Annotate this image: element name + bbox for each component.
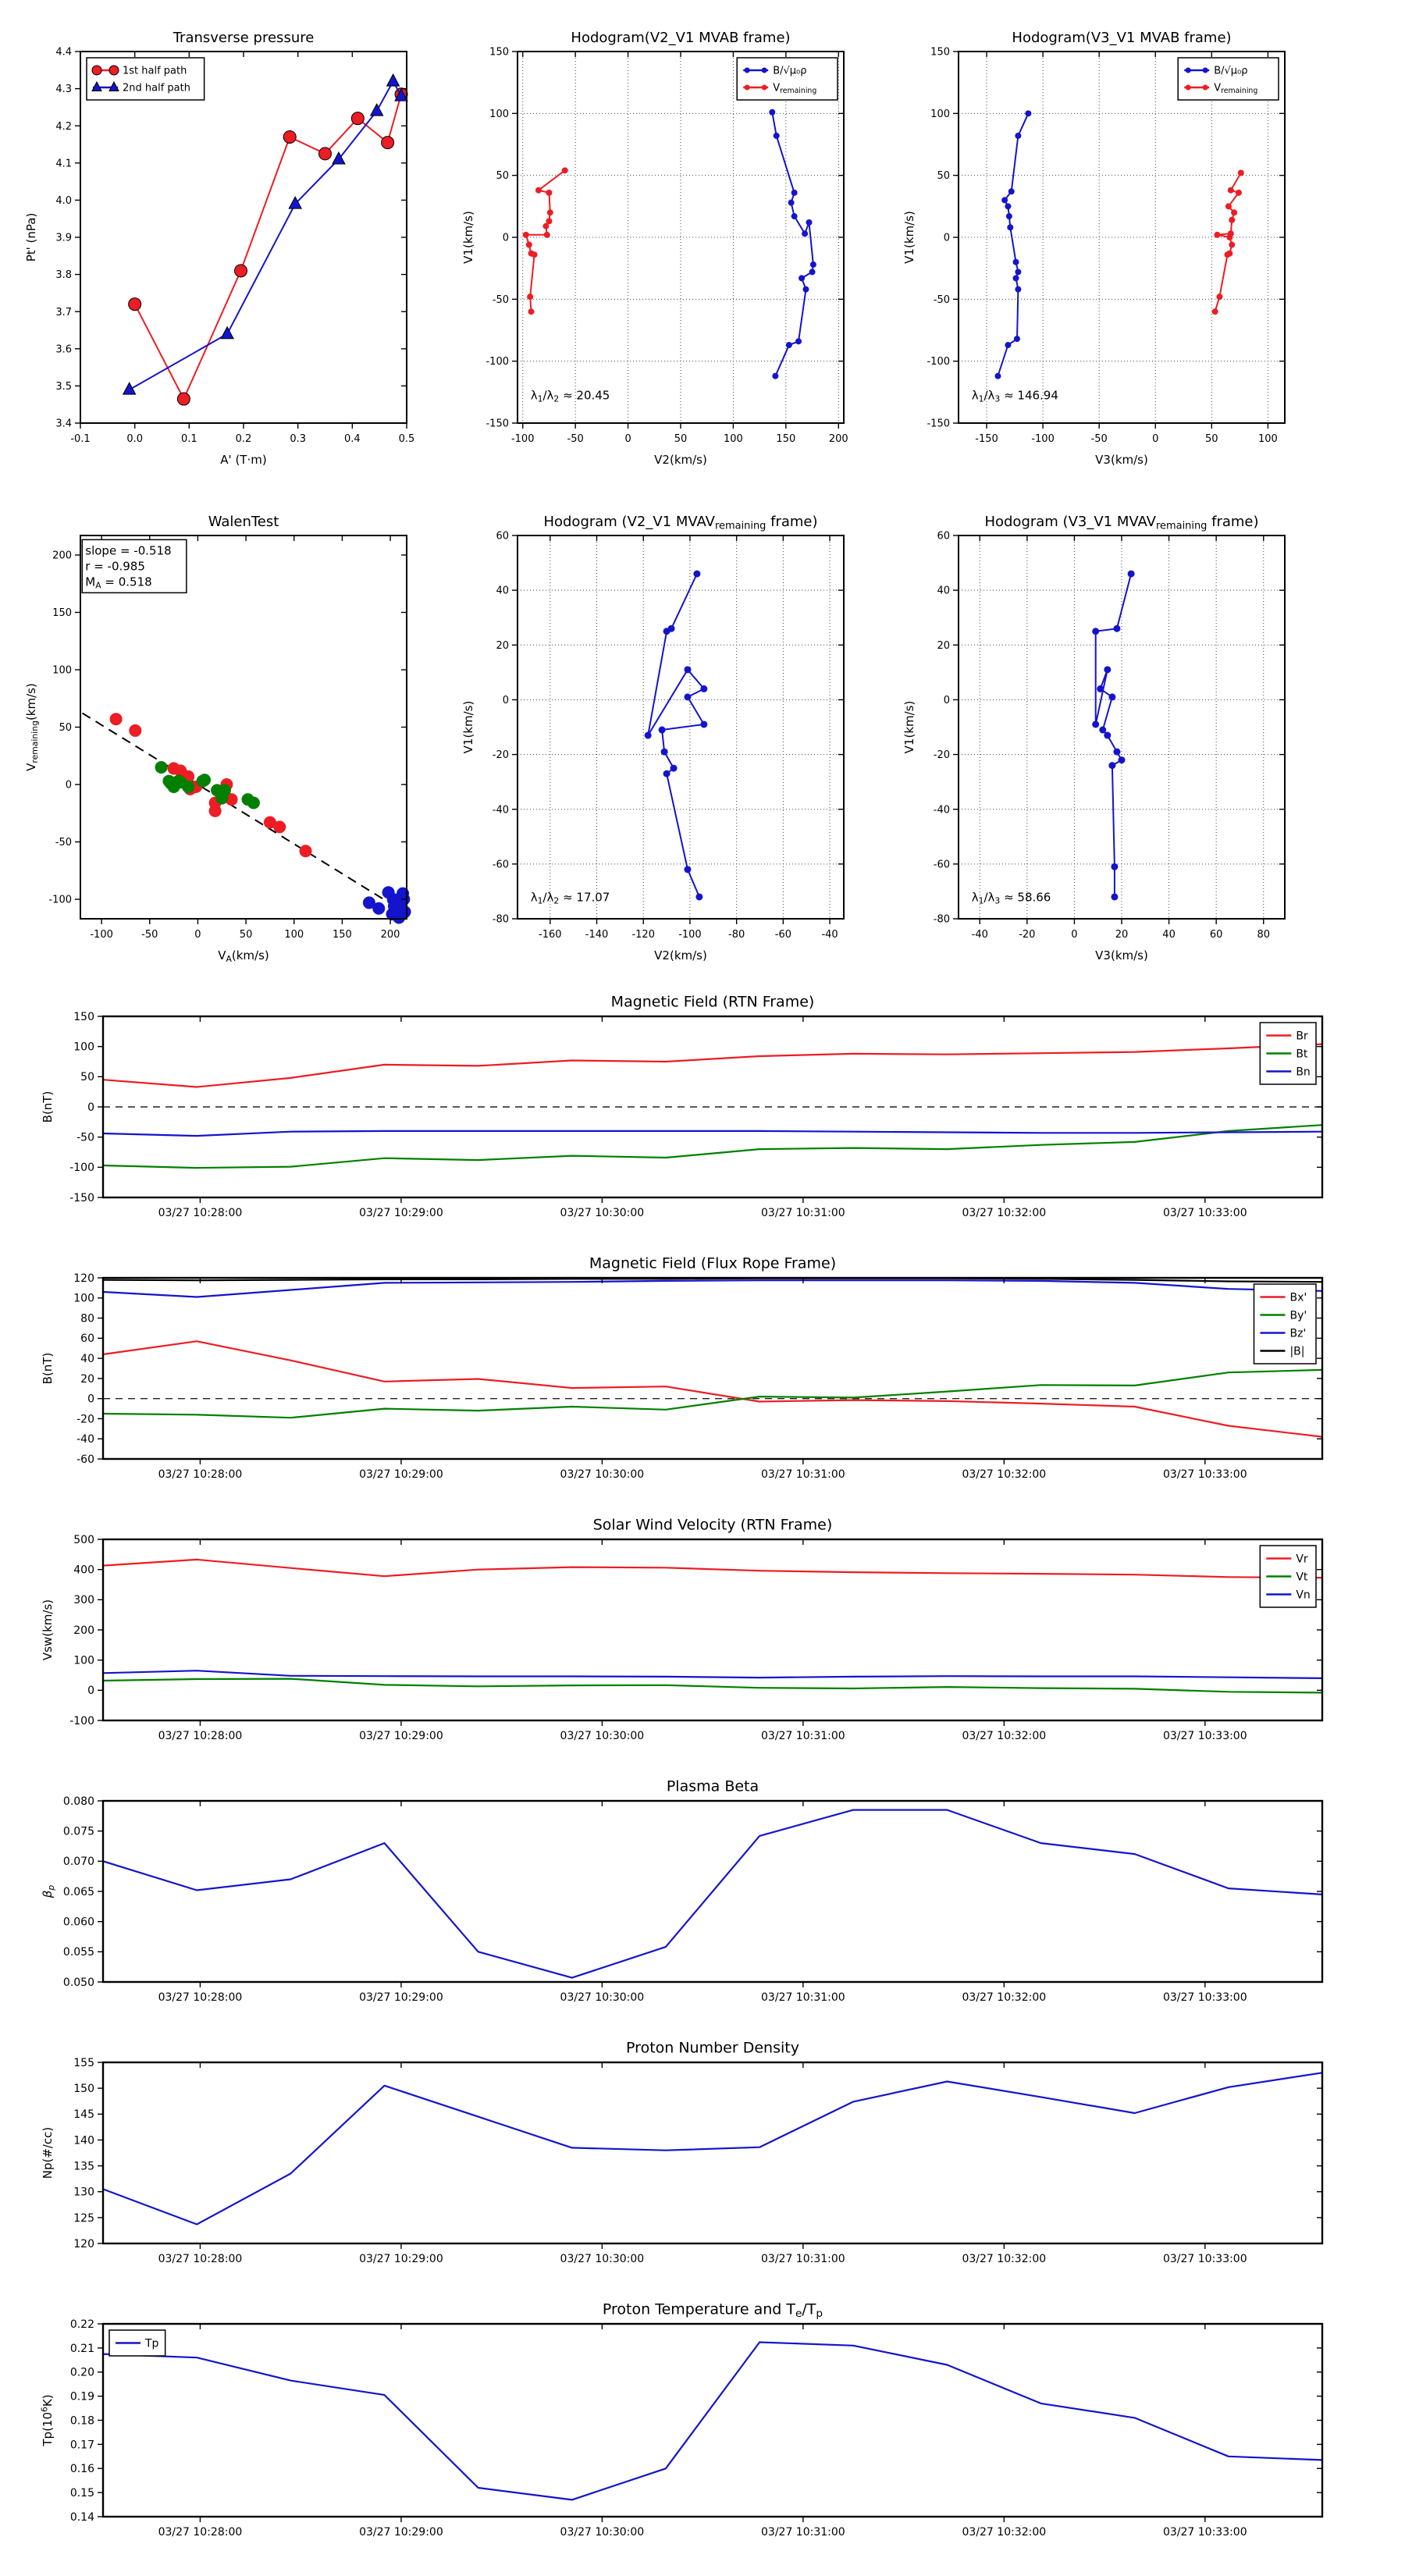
- svg-text:0: 0: [943, 694, 950, 706]
- svg-text:-50: -50: [55, 837, 72, 849]
- svg-text:-80: -80: [933, 913, 950, 926]
- svg-text:-40: -40: [492, 804, 509, 817]
- svg-text:60: 60: [937, 530, 950, 543]
- svg-text:0.5: 0.5: [398, 433, 415, 445]
- svg-text:-100: -100: [510, 433, 535, 445]
- svg-text:Bx': Bx': [1289, 1291, 1307, 1304]
- svg-text:03/27 10:33:00: 03/27 10:33:00: [1162, 1730, 1247, 1742]
- svg-text:Proton Number Density: Proton Number Density: [626, 2039, 799, 2057]
- svg-text:Tp: Tp: [145, 2337, 159, 2350]
- svg-text:-100: -100: [90, 929, 113, 941]
- svg-text:03/27 10:30:00: 03/27 10:30:00: [560, 2526, 645, 2539]
- svg-text:03/27 10:29:00: 03/27 10:29:00: [359, 1730, 443, 1742]
- svg-text:Proton Temperature and Te/Tp: Proton Temperature and $T_e/T_p$: [602, 2300, 823, 2321]
- svg-text:150: 150: [489, 46, 509, 59]
- svg-text:60: 60: [1209, 929, 1223, 941]
- svg-text:-60: -60: [76, 1453, 94, 1466]
- svg-text:4.1: 4.1: [55, 158, 72, 170]
- svg-text:-50: -50: [141, 929, 158, 941]
- svg-text:-120: -120: [631, 929, 655, 941]
- svg-text:-40: -40: [76, 1433, 94, 1446]
- svg-text:0: 0: [87, 1101, 94, 1114]
- svg-text:03/27 10:29:00: 03/27 10:29:00: [359, 1991, 443, 2004]
- svg-text:Vremaining: $V_{remaining}$: [1214, 82, 1258, 96]
- svg-text:-60: -60: [774, 929, 791, 941]
- svg-text:-140: -140: [585, 929, 609, 941]
- svg-text:03/27 10:29:00: 03/27 10:29:00: [359, 1468, 443, 1481]
- svg-text:V1(km/s): V1(km/s): [461, 700, 475, 754]
- svg-text:-20: -20: [933, 749, 950, 762]
- svg-text:4.2: 4.2: [55, 120, 72, 133]
- svg-text:150: 150: [52, 607, 72, 620]
- svg-text:0.060: 0.060: [62, 1916, 94, 1929]
- svg-text:50: 50: [80, 1071, 94, 1084]
- svg-text:Pt' (nPa): Pt' (nPa): [24, 212, 38, 262]
- svg-text:VA(km/s): $V_A(km/s)$: [218, 948, 269, 964]
- svg-text:150: 150: [73, 2083, 94, 2096]
- svg-text:0: 0: [502, 694, 509, 706]
- svg-text:V2(km/s): V2(km/s): [654, 948, 707, 962]
- svg-text:V3(km/s): V3(km/s): [1095, 948, 1148, 962]
- svg-text:-100: -100: [927, 356, 950, 368]
- svg-text:100: 100: [489, 108, 509, 120]
- svg-text:100: 100: [284, 929, 304, 941]
- svg-text:3.6: 3.6: [55, 343, 72, 356]
- svg-text:03/27 10:32:00: 03/27 10:32:00: [962, 2253, 1047, 2265]
- svg-text:-50: -50: [933, 294, 950, 306]
- svg-text:Magnetic Field (Flux Rope Fram: Magnetic Field (Flux Rope Frame): [589, 1254, 837, 1272]
- svg-text:03/27 10:33:00: 03/27 10:33:00: [1162, 1468, 1247, 1481]
- svg-text:100: 100: [930, 108, 950, 120]
- svg-text:A' (T·m): A' (T·m): [220, 453, 267, 467]
- svg-text:03/27 10:33:00: 03/27 10:33:00: [1162, 2253, 1247, 2265]
- svg-text:-150: -150: [975, 433, 998, 445]
- svg-text:V1(km/s): V1(km/s): [461, 211, 475, 264]
- svg-text:0.18: 0.18: [69, 2414, 94, 2428]
- svg-text:-40: -40: [933, 804, 950, 817]
- svg-text:WalenTest: WalenTest: [208, 514, 279, 530]
- svg-text:03/27 10:31:00: 03/27 10:31:00: [761, 1991, 845, 2004]
- svg-text:Hodogram (V2_V1 MVAVremaining: Hodogram (V2_V1 $MVAV_{remaining}$ frame): [543, 514, 818, 532]
- svg-text:0.4: 0.4: [343, 433, 361, 445]
- svg-text:|B|: |B|: [1289, 1345, 1305, 1358]
- svg-text:20: 20: [496, 639, 509, 652]
- svg-text:100: 100: [1257, 433, 1278, 445]
- solar-wind-velocity-plot: [16, 1508, 1335, 1766]
- svg-text:-100: -100: [678, 929, 702, 941]
- svg-text:0.20: 0.20: [69, 2366, 94, 2379]
- svg-text:0.055: 0.055: [62, 1946, 94, 1959]
- svg-text:Transverse pressure: Transverse pressure: [173, 30, 315, 46]
- svg-text:40: 40: [937, 585, 950, 597]
- svg-text:0.0: 0.0: [126, 433, 144, 445]
- svg-text:03/27 10:31:00: 03/27 10:31:00: [761, 2526, 845, 2539]
- svg-text:By': By': [1289, 1309, 1307, 1322]
- svg-text:0: 0: [624, 433, 631, 445]
- svg-text:-150: -150: [927, 418, 950, 430]
- svg-text:100: 100: [73, 1654, 94, 1667]
- svg-text:03/27 10:30:00: 03/27 10:30:00: [560, 1730, 645, 1742]
- svg-text:-80: -80: [728, 929, 745, 941]
- svg-text:60: 60: [80, 1332, 94, 1346]
- svg-text:50: 50: [674, 433, 688, 445]
- proton-number-density-plot: [16, 2031, 1335, 2289]
- svg-text:03/27 10:30:00: 03/27 10:30:00: [560, 1207, 645, 1219]
- svg-text:100: 100: [73, 1041, 94, 1054]
- svg-text:03/27 10:28:00: 03/27 10:28:00: [158, 1207, 243, 1219]
- transverse-pressure-plot: [12, 14, 418, 482]
- svg-text:βp: $\beta_p$: [41, 1884, 56, 1898]
- hodogram-v3v1-mvab-plot: [890, 14, 1296, 482]
- svg-text:Vremaining: $V_{remaining}$: [773, 82, 817, 96]
- svg-text:V1(km/s): V1(km/s): [902, 211, 916, 264]
- plasma-beta-plot: [16, 1770, 1335, 2027]
- svg-text:0.065: 0.065: [62, 1885, 94, 1898]
- svg-text:0.070: 0.070: [62, 1856, 94, 1869]
- svg-text:150: 150: [73, 1010, 94, 1023]
- svg-text:λ1/λ3 ≈ 58.66: $\lambda_1/\lambda_3 \approx 58.66$: [971, 890, 1051, 906]
- proton-temperature-plot: [16, 2293, 1335, 2562]
- svg-text:3.8: 3.8: [55, 269, 72, 282]
- svg-text:V1(km/s): V1(km/s): [902, 700, 916, 754]
- svg-text:r = -0.985: r = -0.985: [85, 559, 145, 574]
- svg-text:Bt: Bt: [1296, 1048, 1308, 1061]
- svg-text:Magnetic Field (RTN Frame): Magnetic Field (RTN Frame): [610, 993, 815, 1011]
- walen-test-plot: [12, 498, 418, 978]
- svg-text:Bz': Bz': [1289, 1327, 1307, 1340]
- svg-text:100: 100: [52, 664, 72, 677]
- hodogram-v3v1-mvav-plot: [890, 498, 1296, 978]
- svg-text:λ1/λ3 ≈ 146.94: $\lambda_1/\lambda_3 \approx 146.94$: [971, 388, 1058, 404]
- svg-text:03/27 10:29:00: 03/27 10:29:00: [359, 2253, 443, 2265]
- svg-text:Vsw(km/s): Vsw(km/s): [41, 1599, 55, 1661]
- svg-text:3.9: 3.9: [55, 232, 72, 244]
- svg-text:0.1: 0.1: [180, 433, 197, 445]
- svg-text:50: 50: [1205, 433, 1218, 445]
- svg-text:-50: -50: [76, 1131, 94, 1144]
- svg-text:-150: -150: [486, 418, 509, 430]
- magnetic-field-rtn-plot: [16, 985, 1335, 1243]
- svg-text:0: 0: [1152, 433, 1159, 445]
- svg-text:λ1/λ2 ≈ 20.45: $\lambda_1/\lambda_2 \approx 20.45$: [530, 388, 610, 404]
- svg-text:0: 0: [87, 1685, 94, 1698]
- svg-text:03/27 10:31:00: 03/27 10:31:00: [761, 1468, 845, 1481]
- svg-text:200: 200: [73, 1624, 94, 1637]
- svg-text:-80: -80: [492, 913, 509, 926]
- svg-text:03/27 10:32:00: 03/27 10:32:00: [962, 1468, 1047, 1481]
- svg-text:Bn: Bn: [1296, 1066, 1311, 1079]
- svg-text:Vt: Vt: [1296, 1571, 1308, 1584]
- svg-text:4.0: 4.0: [55, 194, 72, 207]
- svg-text:100: 100: [73, 1292, 94, 1305]
- svg-text:0: 0: [502, 232, 509, 244]
- svg-text:03/27 10:29:00: 03/27 10:29:00: [359, 2526, 443, 2539]
- svg-text:Vremaining(km/s): $V_{remaining}(km/s)$: [24, 683, 40, 771]
- svg-text:B/√μ₀ρ: B/√μ₀ρ: [773, 65, 807, 77]
- svg-text:80: 80: [80, 1312, 94, 1325]
- svg-text:λ1/λ2 ≈ 17.07: $\lambda_1/\lambda_2 \approx 17.07$: [530, 890, 610, 906]
- svg-text:3.7: 3.7: [55, 306, 72, 318]
- svg-text:0.19: 0.19: [69, 2390, 94, 2403]
- svg-text:03/27 10:30:00: 03/27 10:30:00: [560, 1468, 645, 1481]
- svg-text:0.15: 0.15: [69, 2487, 94, 2500]
- svg-text:0.3: 0.3: [290, 433, 307, 445]
- svg-text:-20: -20: [76, 1413, 94, 1426]
- svg-text:140: 140: [73, 2134, 94, 2147]
- svg-text:300: 300: [73, 1594, 94, 1607]
- svg-text:-50: -50: [1090, 433, 1108, 445]
- svg-text:V3(km/s): V3(km/s): [1095, 453, 1148, 467]
- svg-text:2nd half path: 2nd half path: [123, 82, 190, 94]
- svg-text:125: 125: [73, 2211, 94, 2225]
- svg-text:0: 0: [194, 929, 201, 941]
- svg-text:400: 400: [73, 1564, 94, 1577]
- svg-text:200: 200: [380, 929, 400, 941]
- svg-text:03/27 10:32:00: 03/27 10:32:00: [962, 1207, 1047, 1219]
- svg-text:0.050: 0.050: [62, 1976, 94, 1989]
- svg-text:3.5: 3.5: [55, 380, 72, 393]
- svg-text:-50: -50: [567, 433, 584, 445]
- svg-text:03/27 10:31:00: 03/27 10:31:00: [761, 1207, 845, 1219]
- svg-text:130: 130: [73, 2186, 94, 2199]
- svg-text:0: 0: [943, 232, 950, 244]
- svg-text:B(nT): B(nT): [41, 1352, 55, 1385]
- svg-text:-100: -100: [486, 356, 509, 368]
- svg-text:0: 0: [87, 1393, 94, 1406]
- svg-text:B/√μ₀ρ: B/√μ₀ρ: [1214, 65, 1248, 77]
- svg-text:150: 150: [776, 433, 796, 445]
- svg-text:40: 40: [496, 585, 509, 597]
- magnetic-field-flux-rope-plot: [16, 1247, 1335, 1504]
- svg-text:-100: -100: [48, 894, 72, 906]
- svg-text:Plasma Beta: Plasma Beta: [666, 1777, 759, 1795]
- svg-text:MA = 0.518: $M_A = 0.518$: [85, 575, 152, 591]
- svg-text:03/27 10:32:00: 03/27 10:32:00: [962, 1730, 1047, 1742]
- svg-text:3.4: 3.4: [55, 418, 72, 430]
- svg-text:150: 150: [930, 46, 950, 59]
- svg-text:03/27 10:32:00: 03/27 10:32:00: [962, 1991, 1047, 2004]
- svg-text:0.21: 0.21: [69, 2342, 94, 2355]
- svg-text:03/27 10:28:00: 03/27 10:28:00: [158, 1991, 243, 2004]
- svg-text:-60: -60: [492, 859, 509, 871]
- svg-text:145: 145: [73, 2108, 94, 2122]
- svg-text:50: 50: [496, 170, 509, 183]
- svg-text:slope = -0.518: slope = -0.518: [85, 543, 172, 558]
- svg-text:03/27 10:33:00: 03/27 10:33:00: [1162, 1207, 1247, 1219]
- svg-text:-100: -100: [69, 1714, 94, 1727]
- svg-text:50: 50: [239, 929, 253, 941]
- svg-text:0: 0: [1071, 929, 1078, 941]
- svg-text:Solar Wind Velocity (RTN Frame: Solar Wind Velocity (RTN Frame): [592, 1516, 833, 1534]
- svg-text:-60: -60: [933, 859, 950, 871]
- svg-text:-0.1: -0.1: [70, 433, 91, 445]
- svg-text:V2(km/s): V2(km/s): [654, 453, 707, 467]
- svg-text:0.16: 0.16: [69, 2463, 94, 2476]
- svg-text:-150: -150: [69, 1191, 94, 1204]
- svg-text:50: 50: [937, 170, 950, 183]
- svg-text:-20: -20: [492, 749, 509, 762]
- svg-text:0.17: 0.17: [69, 2439, 94, 2452]
- svg-text:-100: -100: [69, 1162, 94, 1175]
- svg-text:03/27 10:28:00: 03/27 10:28:00: [158, 2526, 243, 2539]
- svg-text:200: 200: [828, 433, 848, 445]
- svg-text:Hodogram(V3_V1 MVAB frame): Hodogram(V3_V1 MVAB frame): [1012, 30, 1232, 46]
- svg-text:135: 135: [73, 2160, 94, 2173]
- svg-text:03/27 10:28:00: 03/27 10:28:00: [158, 2253, 243, 2265]
- svg-text:Hodogram(V2_V1 MVAB frame): Hodogram(V2_V1 MVAB frame): [571, 30, 791, 46]
- svg-text:03/27 10:28:00: 03/27 10:28:00: [158, 1468, 243, 1481]
- svg-text:155: 155: [73, 2056, 94, 2069]
- svg-text:-160: -160: [539, 929, 562, 941]
- svg-text:Hodogram (V3_V1 MVAVremaining: Hodogram (V3_V1 $MVAV_{remaining}$ frame): [984, 514, 1259, 532]
- svg-text:60: 60: [496, 530, 509, 543]
- svg-text:03/27 10:28:00: 03/27 10:28:00: [158, 1730, 243, 1742]
- svg-text:1st half path: 1st half path: [123, 65, 187, 77]
- svg-text:20: 20: [1115, 929, 1129, 941]
- svg-text:03/27 10:33:00: 03/27 10:33:00: [1162, 1991, 1247, 2004]
- svg-text:Vr: Vr: [1296, 1553, 1308, 1566]
- svg-text:-20: -20: [1019, 929, 1036, 941]
- svg-text:03/27 10:33:00: 03/27 10:33:00: [1162, 2526, 1247, 2539]
- svg-text:-100: -100: [1031, 433, 1055, 445]
- svg-text:120: 120: [73, 1272, 94, 1285]
- svg-text:40: 40: [1162, 929, 1176, 941]
- svg-text:0.080: 0.080: [62, 1795, 94, 1808]
- svg-text:4.4: 4.4: [55, 46, 72, 59]
- svg-text:-40: -40: [971, 929, 988, 941]
- svg-text:120: 120: [73, 2237, 94, 2250]
- hodogram-v2v1-mvab-plot: [449, 14, 855, 482]
- svg-text:Br: Br: [1296, 1030, 1308, 1043]
- svg-text:03/27 10:32:00: 03/27 10:32:00: [962, 2526, 1047, 2539]
- svg-text:Vn: Vn: [1296, 1589, 1311, 1602]
- svg-text:Tp(106K): $Tp(10^6K)$: [39, 2394, 55, 2446]
- svg-text:0.22: 0.22: [69, 2318, 94, 2331]
- svg-text:40: 40: [80, 1353, 94, 1366]
- svg-text:50: 50: [59, 722, 72, 735]
- hodogram-v2v1-mvav-plot: [449, 498, 855, 978]
- svg-text:B(nT): B(nT): [41, 1091, 55, 1123]
- svg-text:150: 150: [332, 929, 352, 941]
- svg-text:500: 500: [73, 1533, 94, 1546]
- svg-text:100: 100: [724, 433, 743, 445]
- svg-text:0.14: 0.14: [69, 2510, 94, 2524]
- svg-text:03/27 10:30:00: 03/27 10:30:00: [560, 2253, 645, 2265]
- svg-text:03/27 10:31:00: 03/27 10:31:00: [761, 2253, 845, 2265]
- svg-text:03/27 10:29:00: 03/27 10:29:00: [359, 1207, 443, 1219]
- svg-text:20: 20: [937, 639, 950, 652]
- svg-text:03/27 10:31:00: 03/27 10:31:00: [761, 1730, 845, 1742]
- svg-text:80: 80: [1257, 929, 1271, 941]
- svg-text:-50: -50: [492, 294, 509, 306]
- svg-text:20: 20: [80, 1372, 94, 1386]
- svg-text:200: 200: [52, 550, 72, 562]
- svg-text:Np(#/cc): Np(#/cc): [41, 2126, 55, 2179]
- svg-text:0.075: 0.075: [62, 1825, 94, 1838]
- svg-text:4.3: 4.3: [55, 84, 72, 96]
- svg-text:-40: -40: [821, 929, 838, 941]
- svg-text:0: 0: [65, 779, 72, 792]
- svg-text:0.2: 0.2: [235, 433, 252, 445]
- svg-text:03/27 10:30:00: 03/27 10:30:00: [560, 1991, 645, 2004]
